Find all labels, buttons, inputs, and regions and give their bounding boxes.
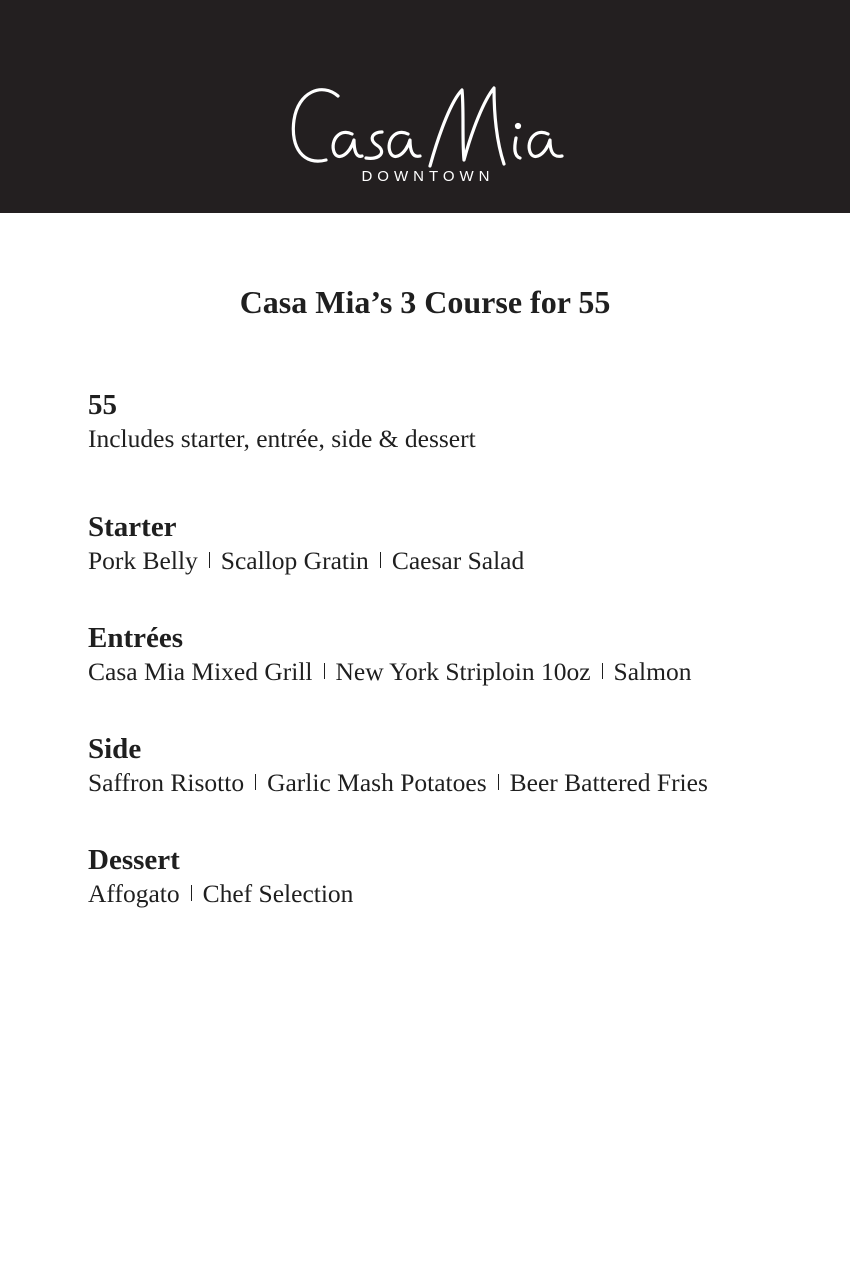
section-items (88, 877, 828, 911)
separator (209, 552, 210, 568)
price-section (88, 388, 828, 456)
menu-item: Affogato (88, 879, 180, 908)
menu-item: Salmon (613, 657, 692, 686)
separator (380, 552, 381, 568)
section-items (88, 766, 828, 800)
section-dessert (88, 843, 828, 911)
separator (602, 663, 603, 679)
section-heading: Entrées (88, 622, 184, 654)
section-starter (88, 510, 828, 578)
menu-item: Chef Selection (202, 879, 354, 908)
separator (498, 774, 499, 790)
logo-subtitle: DOWNTOWN (361, 168, 495, 185)
price: 55 (88, 389, 117, 421)
menu-item: Pork Belly (88, 546, 198, 575)
section-heading: Dessert (88, 844, 180, 876)
menu-item: Beer Battered Fries (509, 768, 708, 797)
menu-item: Casa Mia Mixed Grill (88, 657, 313, 686)
separator (255, 774, 256, 790)
section-items (88, 544, 828, 578)
separator (324, 663, 325, 679)
separator (191, 885, 192, 901)
price-note: Includes starter, entrée, side & dessert (88, 424, 476, 453)
menu-title: Casa Mia’s 3 Course for 55 (239, 284, 611, 320)
section-side (88, 732, 828, 800)
menu-item: Garlic Mash Potatoes (267, 768, 487, 797)
header-banner (0, 0, 850, 213)
menu-item: Saffron Risotto (88, 768, 245, 797)
menu-item: Caesar Salad (391, 546, 525, 575)
section-heading: Side (88, 733, 142, 765)
menu-item: New York Striploin 10oz (335, 657, 591, 686)
section-heading: Starter (88, 511, 177, 543)
section-entrees (88, 621, 828, 689)
menu-item: Scallop Gratin (220, 546, 369, 575)
section-items (88, 655, 828, 689)
